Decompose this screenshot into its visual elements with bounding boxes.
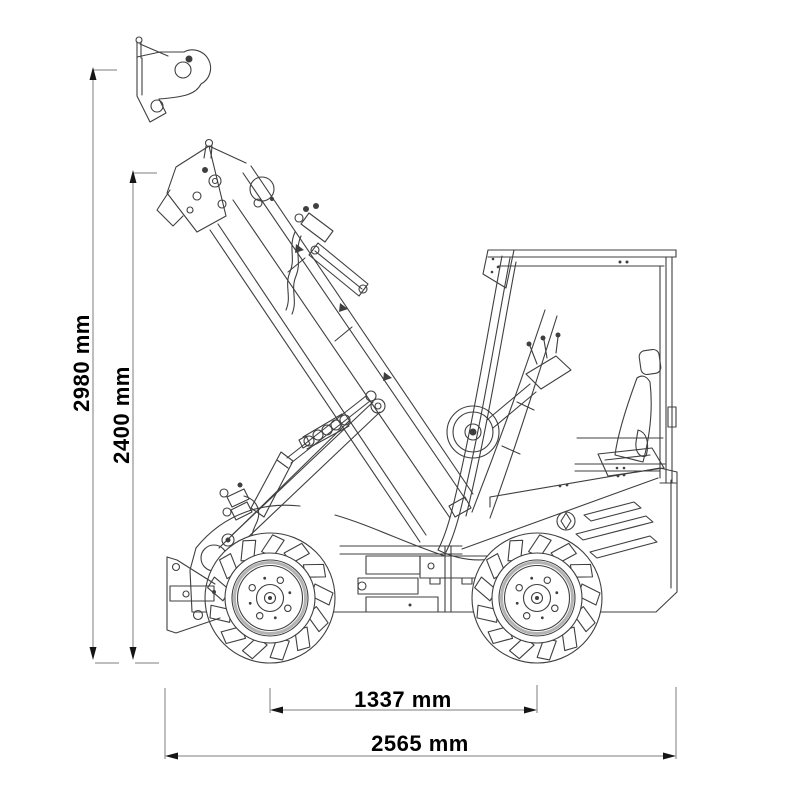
dim-label-overall-height: 2980 mm [69, 314, 94, 412]
operator-seat [598, 349, 664, 476]
quick-attach-bracket [136, 37, 211, 122]
control-console [526, 333, 571, 390]
boom-assembly [157, 140, 473, 549]
rear-wheel [472, 533, 602, 663]
dimension-annotations [90, 67, 677, 760]
vehicle-drawing [136, 37, 677, 663]
brand-logo-icon [557, 512, 575, 530]
dim-label-wheelbase: 1337 mm [354, 687, 452, 712]
dim-label-boom-height: 2400 mm [109, 366, 134, 464]
vent-slats [576, 502, 657, 558]
dim-label-overall-length: 2565 mm [371, 731, 469, 756]
front-wheel [205, 533, 335, 663]
